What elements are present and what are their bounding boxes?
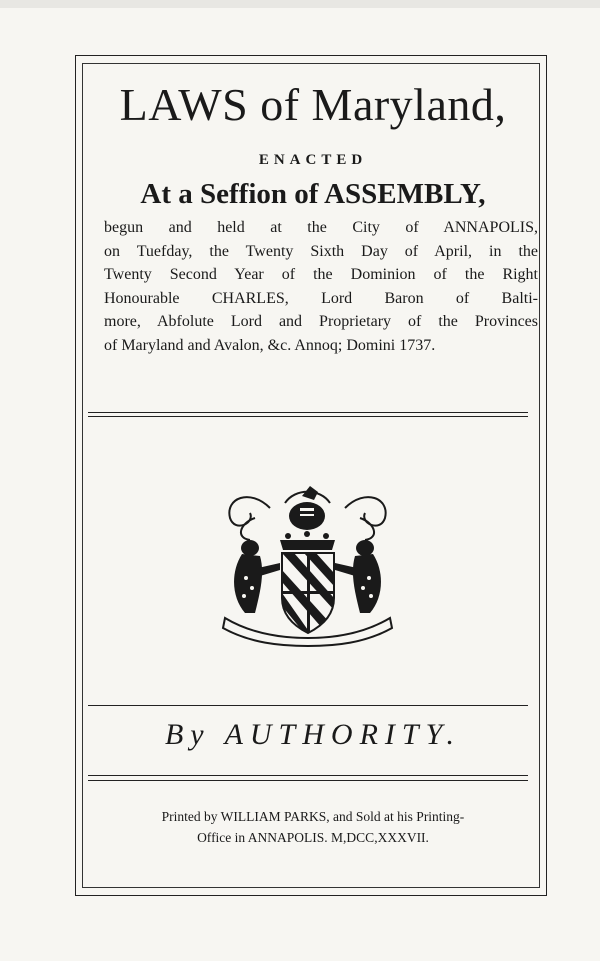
imprint-line: Printed by WILLIAM PARKS, and Sold at his Printing-: [161, 809, 465, 824]
enacted-heading: ENACTED: [258, 152, 368, 168]
session-description: [104, 216, 538, 357]
description-line: on Tuefday, the Twenty Sixth Day of April, in the: [104, 242, 538, 260]
description-line: Honourable CHARLES, Lord Baron of Balti-: [104, 289, 538, 307]
divider-rule: [88, 705, 528, 706]
divider-rule: [88, 416, 528, 417]
description-line: more, Abfolute Lord and Proprietary of the Provinces: [104, 313, 538, 330]
description-line: of Maryland and Avalon, &c. Annoq; Domini 1737.: [104, 336, 436, 354]
description-line: begun and held at the City of ANNAPOLIS,: [104, 219, 538, 236]
description-line: Twenty Second Year of the Dominion of the Right: [104, 266, 538, 283]
page-edge-shadow: [0, 0, 600, 8]
divider-rule: [88, 775, 528, 776]
page-title: LAWS of Maryland,: [119, 79, 507, 130]
printer-imprint: [88, 806, 538, 848]
divider-rule: [88, 412, 528, 413]
authority-line: By AUTHORITY.: [164, 718, 462, 751]
imprint-line: Office in ANNAPOLIS. M,DCC,XXXVII.: [197, 830, 429, 845]
divider-rule: [88, 780, 528, 781]
coat-of-arms-icon: [210, 478, 405, 648]
session-heading: At a Seffion of ASSEMBLY,: [140, 178, 486, 210]
